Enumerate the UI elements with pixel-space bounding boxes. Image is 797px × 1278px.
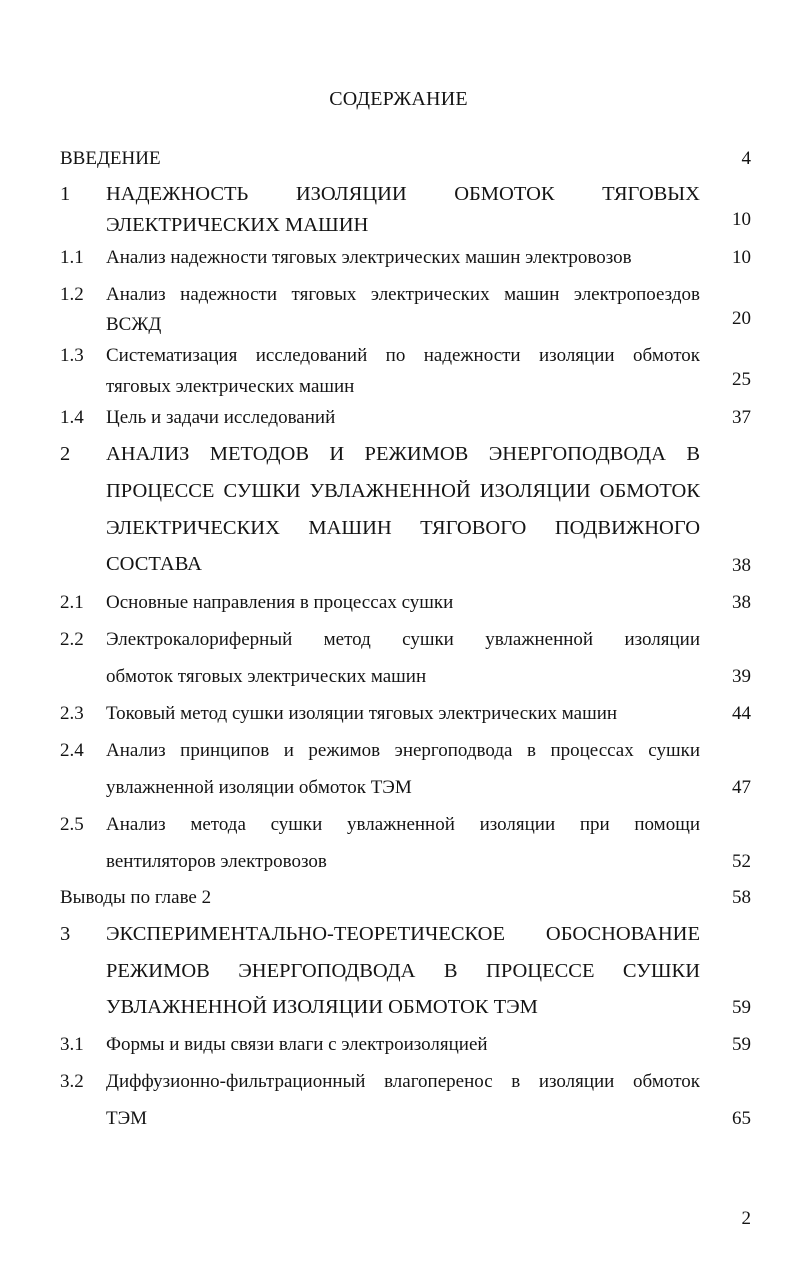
toc-page-number: 39 bbox=[732, 666, 751, 687]
toc-entry-text: ЭЛЕКТРИЧЕСКИХ МАШИН ТЯГОВОГО ПОДВИЖНОГО bbox=[106, 517, 700, 539]
toc-entry-text: Диффузионно-фильтрационный влагоперенос в изоляции обмоток bbox=[106, 1071, 700, 1092]
toc-entry-text: вентиляторов электровозов bbox=[106, 851, 327, 872]
toc-entry-text: АНАЛИЗ МЕТОДОВ И РЕЖИМОВ ЭНЕРГОПОДВОДА В bbox=[106, 443, 700, 465]
toc-entry-number: 3 bbox=[60, 923, 71, 945]
toc-page-number: 37 bbox=[732, 407, 751, 428]
toc-entry-text: СОСТАВА bbox=[106, 553, 202, 575]
toc-page-number: 4 bbox=[741, 148, 751, 169]
toc-page-number: 20 bbox=[732, 308, 751, 329]
toc-entry-number: 1.1 bbox=[60, 247, 84, 268]
toc-entry-text: Анализ принципов и режимов энергоподвода в процессах сушки bbox=[106, 740, 700, 761]
toc-entry-text: обмоток тяговых электрических машин bbox=[106, 666, 427, 687]
toc-entry-text: НАДЕЖНОСТЬ ИЗОЛЯЦИИ ОБМОТОК ТЯГОВЫХ bbox=[106, 183, 700, 205]
toc-page-number: 38 bbox=[732, 555, 751, 576]
toc-page-number: 47 bbox=[732, 777, 751, 798]
toc-page-number: 58 bbox=[732, 887, 751, 908]
toc-entry-text: ВСЖД bbox=[106, 314, 162, 335]
toc-entry-text: ПРОЦЕССЕ СУШКИ УВЛАЖНЕННОЙ ИЗОЛЯЦИИ ОБМОТОК bbox=[106, 480, 700, 502]
toc-entry-text: Систематизация исследований по надежности изоляции обмоток bbox=[106, 345, 700, 366]
toc-page-number: 59 bbox=[732, 997, 751, 1018]
toc-page-number: 65 bbox=[732, 1108, 751, 1129]
toc-entry-number: 1 bbox=[60, 183, 71, 205]
toc-entry-text: ЭЛЕКТРИЧЕСКИХ МАШИН bbox=[106, 214, 369, 236]
toc-entry-text: Формы и виды связи влаги с электроизоляцией bbox=[106, 1034, 488, 1055]
toc-entry-number: 2.5 bbox=[60, 814, 84, 835]
toc-entry-text: Токовый метод сушки изоляции тяговых электрических машин bbox=[106, 703, 618, 724]
toc-entry-text: Основные направления в процессах сушки bbox=[106, 592, 454, 613]
toc-entry-text: РЕЖИМОВ ЭНЕРГОПОДВОДА В ПРОЦЕССЕ СУШКИ bbox=[106, 960, 700, 982]
toc-entry-text: УВЛАЖНЕННОЙ ИЗОЛЯЦИИ ОБМОТОК ТЭМ bbox=[106, 996, 538, 1018]
page-number: 2 bbox=[741, 1208, 751, 1229]
toc-page-number: 44 bbox=[732, 703, 751, 724]
toc-entry-number: 2.4 bbox=[60, 740, 84, 761]
toc-entry-number: 3.1 bbox=[60, 1034, 84, 1055]
toc-entry-number: 1.2 bbox=[60, 284, 84, 305]
toc-entry-text: Цель и задачи исследований bbox=[106, 407, 336, 428]
toc-entry-text: ВВЕДЕНИЕ bbox=[60, 148, 161, 169]
toc-entry-text: ТЭМ bbox=[106, 1108, 148, 1129]
toc-entry-text: тяговых электрических машин bbox=[106, 376, 355, 397]
toc-page-number: 10 bbox=[732, 209, 751, 230]
toc-entry-text: Анализ надежности тяговых электрических машин электровозов bbox=[106, 247, 632, 268]
toc-title: СОДЕРЖАНИЕ bbox=[329, 88, 468, 110]
toc-entry-number: 2.3 bbox=[60, 703, 84, 724]
toc-entry-number: 2.2 bbox=[60, 629, 84, 650]
toc-page-number: 10 bbox=[732, 247, 751, 268]
toc-page-number: 38 bbox=[732, 592, 751, 613]
toc-entry-number: 1.3 bbox=[60, 345, 84, 366]
toc-entry-text: ЭКСПЕРИМЕНТАЛЬНО-ТЕОРЕТИЧЕСКОЕ ОБОСНОВАНИЕ bbox=[106, 923, 700, 945]
toc-entry-text: Выводы по главе 2 bbox=[60, 887, 212, 908]
toc-entry-text: увлажненной изоляции обмоток ТЭМ bbox=[106, 777, 412, 798]
toc-entry-number: 2 bbox=[60, 443, 71, 465]
toc-entry-number: 2.1 bbox=[60, 592, 84, 613]
toc-entry-number: 1.4 bbox=[60, 407, 84, 428]
toc-page-number: 25 bbox=[732, 369, 751, 390]
toc-entry-text: Анализ метода сушки увлажненной изоляции при помощи bbox=[106, 814, 700, 835]
toc-page-number: 52 bbox=[732, 851, 751, 872]
toc-entry-text: Анализ надежности тяговых электрических машин электропоездов bbox=[106, 284, 700, 305]
toc-entry-text: Электрокалориферный метод сушки увлажненной изоляции bbox=[106, 629, 700, 650]
toc-entry-number: 3.2 bbox=[60, 1071, 84, 1092]
toc-page-number: 59 bbox=[732, 1034, 751, 1055]
